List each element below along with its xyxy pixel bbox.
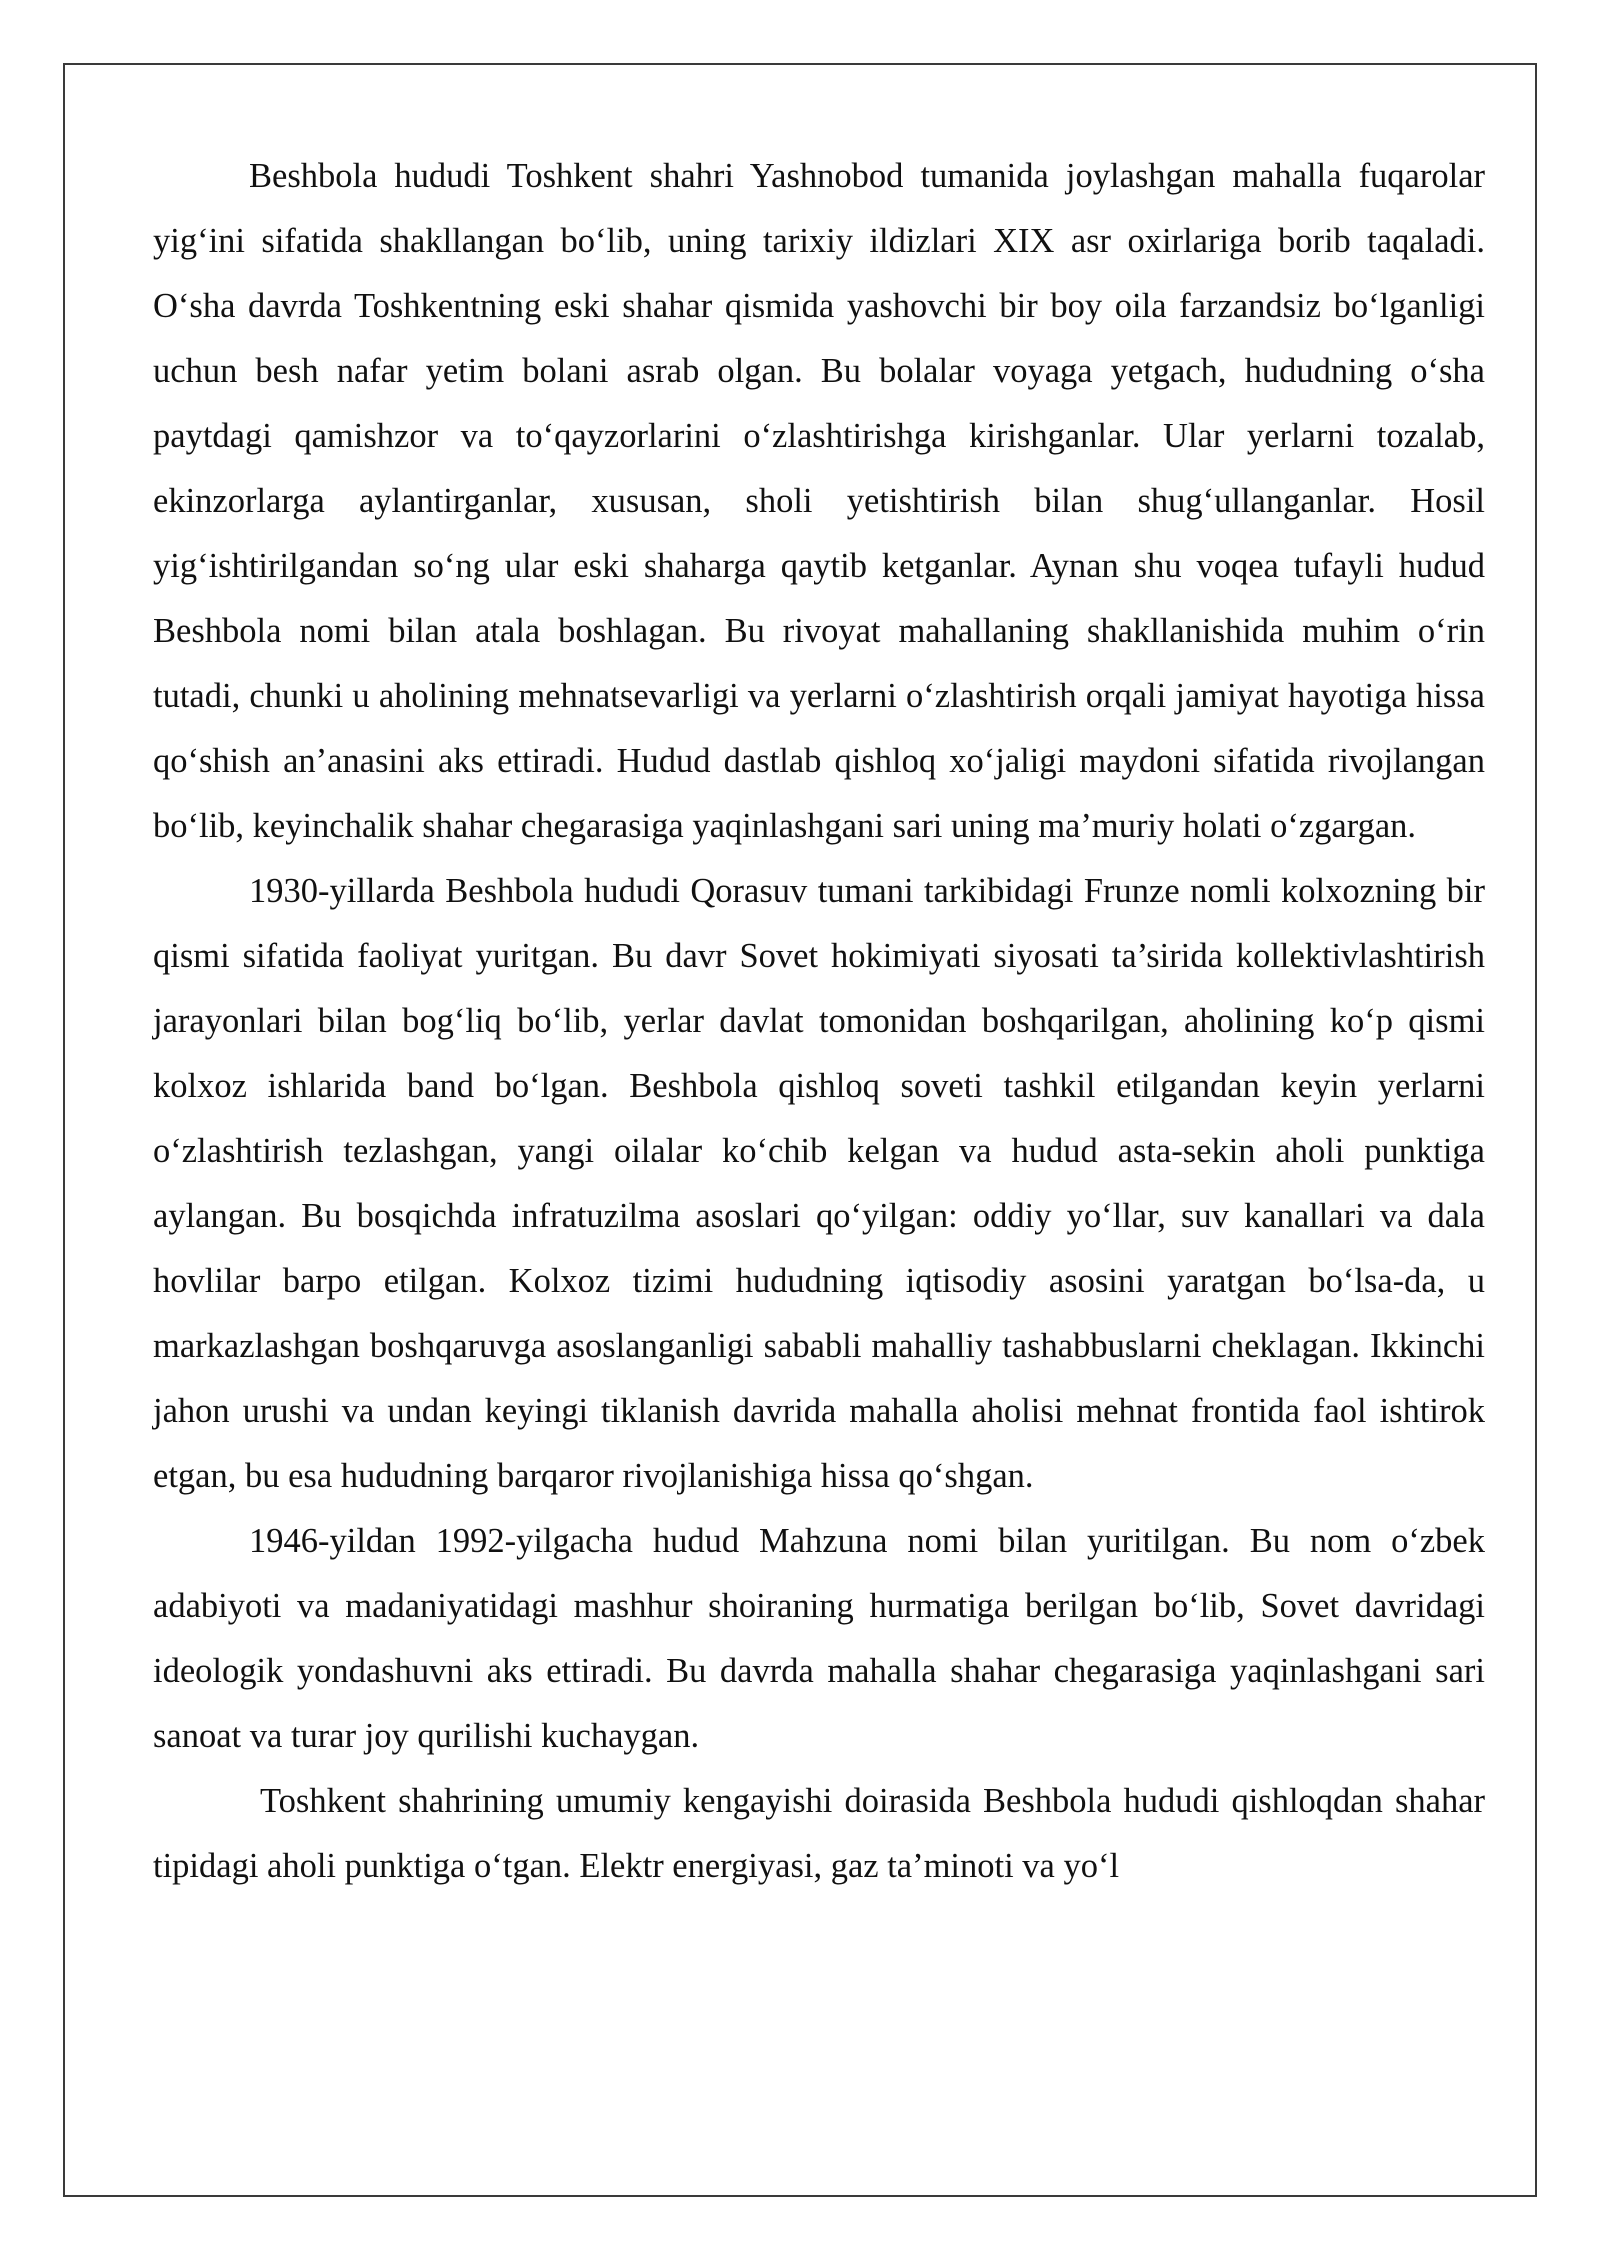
paragraph-beshbola-origin: Beshbola hududi Toshkent shahri Yashnobod tumanida joylashgan mahalla fuqarolar yig‘ini sifatida shakllangan bo‘lib, uning tarixiy ildizlari XIX asr oxirlariga borib taqaladi. O‘sha davrda Toshkentning eski shahar qismida yashovchi bir boy oila farzandsiz bo‘lganligi uchun besh nafar yetim bolani asrab olgan. Bu bolalar voyaga yetgach, hududning o‘sha paytdagi qamishzor va to‘qayzorlarini o‘zlashtirishga kirishganlar. Ular yerlarni tozalab, ekinzorlarga aylantirganlar, xususan, sholi yetishtirish bilan shug‘ullanganlar. Hosil yig‘ishtirilgandan so‘ng ular eski shaharga qaytib ketganlar. Aynan shu voqea tufayli hudud Beshbola nomi bilan atala boshlagan. Bu rivoyat mahallaning shakllanishida muhim o‘rin tutadi, chunki u aholining mehnatsevarligi va yerlarni o‘zlashtirish orqali jamiyat hayotiga hissa qo‘shish an’anasini aks ettiradi. Hudud dastlab qishloq xo‘jaligi maydoni sifatida rivojlangan bo‘lib, keyinchalik shahar chegarasiga yaqinlashgani sari uning ma’muriy holati o‘zgargan. bbox=[153, 157, 1485, 845]
document-body bbox=[153, 144, 1485, 1899]
paragraph-mahzuna-period: 1946-yildan 1992-yilgacha hudud Mahzuna nomi bilan yuritilgan. Bu nom o‘zbek adabiyoti va madaniyatidagi mashhur shoiraning hurmatiga berilgan bo‘lib, Sovet davridagi ideologik yondashuvni aks ettiradi. Bu davrda mahalla shahar chegarasiga yaqinlashgani sari sanoat va turar joy qurilishi kuchaygan. bbox=[153, 1522, 1485, 1755]
paragraph-urbanization: Toshkent shahrining umumiy kengayishi doirasida Beshbola hududi qishloqdan shahar tipidagi aholi punktiga o‘tgan. Elektr energiyasi, gaz ta’minoti va yo‘l bbox=[153, 1782, 1485, 1885]
paragraph-kolxoz-period: 1930-yillarda Beshbola hududi Qorasuv tumani tarkibidagi Frunze nomli kolxozning bir qismi sifatida faoliyat yuritgan. Bu davr Sovet hokimiyati siyosati ta’sirida kollektivlashtirish jarayonlari bilan bog‘liq bo‘lib, yerlar davlat tomonidan boshqarilgan, aholining ko‘p qismi kolxoz ishlarida band bo‘lgan. Beshbola qishloq soveti tashkil etilgandan keyin yerlarni o‘zlashtirish tezlashgan, yangi oilalar ko‘chib kelgan va hudud asta-sekin aholi punktiga aylangan. Bu bosqichda infratuzilma asoslari qo‘yilgan: oddiy yo‘llar, suv kanallari va dala hovlilar barpo etilgan. Kolxoz tizimi hududning iqtisodiy asosini yaratgan bo‘lsa-da, u markazlashgan boshqaruvga asoslanganligi sababli mahalliy tashabbuslarni cheklagan. Ikkinchi jahon urushi va undan keyingi tiklanish davrida mahalla aholisi mehnat frontida faol ishtirok etgan, bu esa hududning barqaror rivojlanishiga hissa qo‘shgan. bbox=[153, 872, 1485, 1495]
